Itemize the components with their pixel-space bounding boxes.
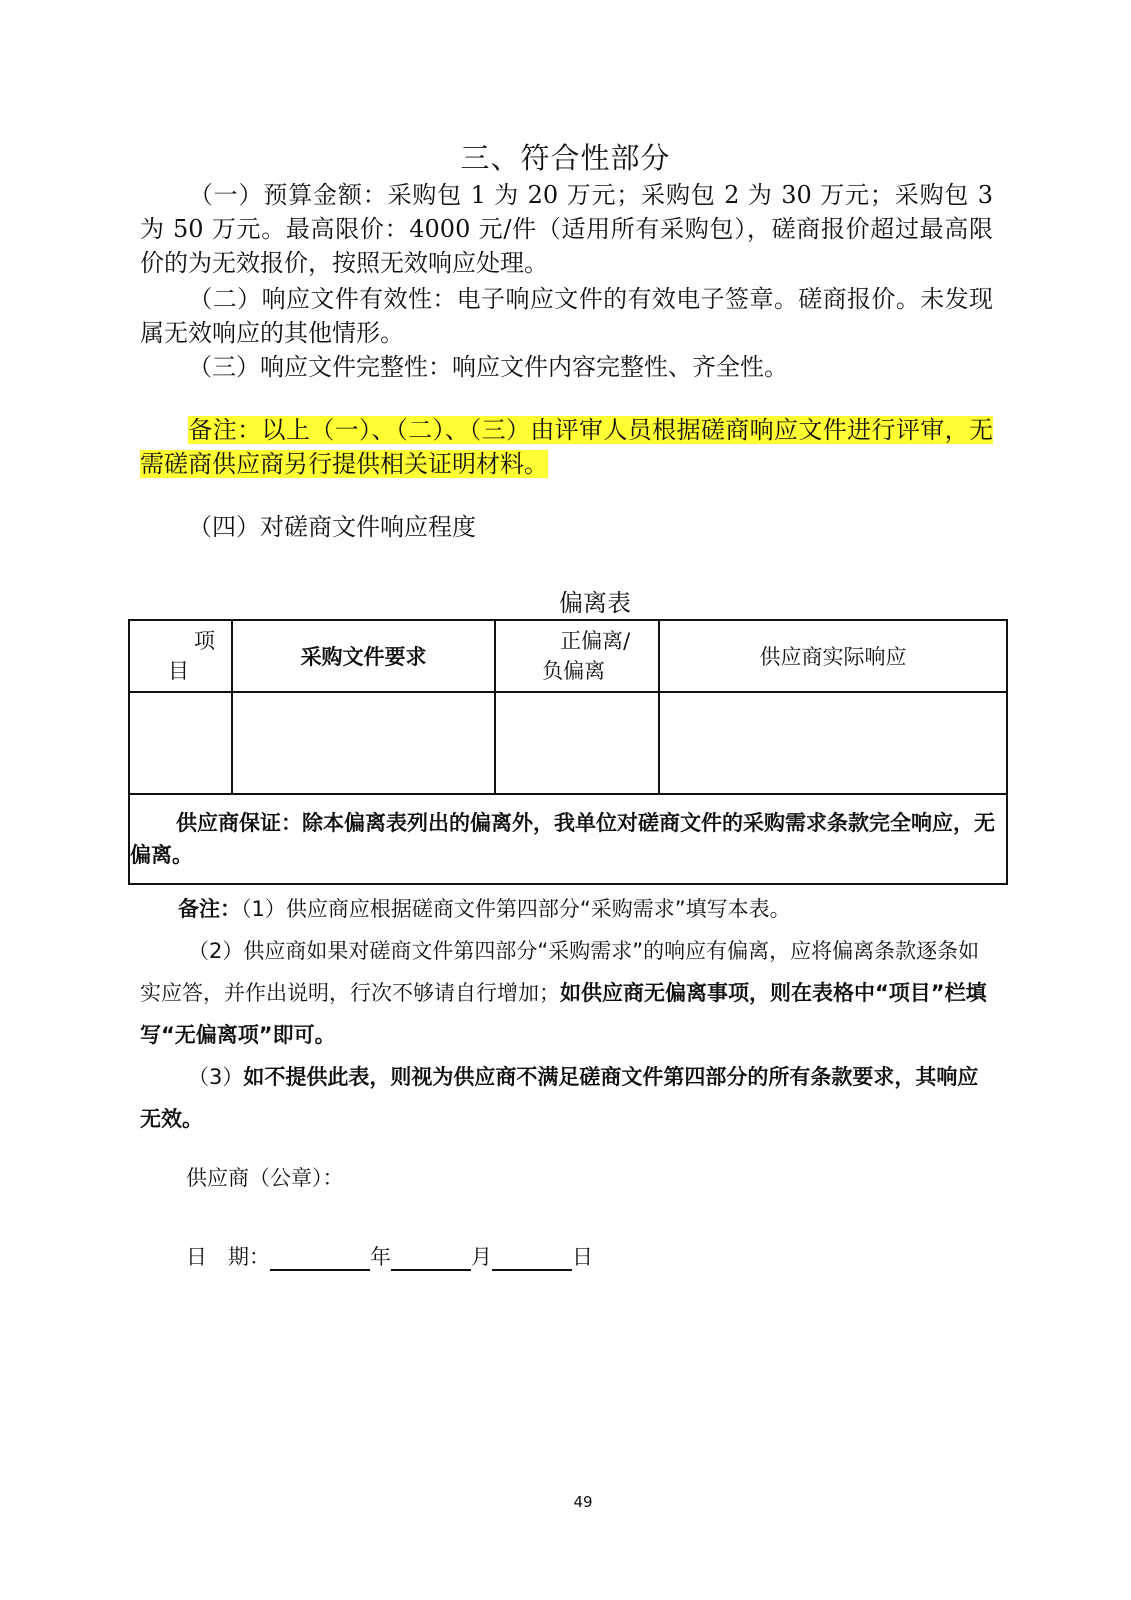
table-row: [129, 692, 1007, 794]
header-item-line1: 项: [194, 629, 215, 653]
completeness-paragraph: [140, 350, 993, 384]
year-blank[interactable]: [270, 1247, 370, 1271]
highlighted-note: 备注：以上（一）、（二）、（三）由评审人员根据磋商响应文件进行评审，无需磋商供应商另行提供相关证明材料。: [140, 416, 993, 478]
cell-item[interactable]: [129, 692, 232, 794]
seal-line: [186, 1162, 344, 1192]
validity-text: （二）响应文件有效性：电子响应文件的有效电子签章。磋商报价。未发现属无效响应的其他情形。: [140, 285, 993, 347]
cell-response[interactable]: [659, 692, 1007, 794]
note-1-text: （1）供应商应根据磋商文件第四部分“采购需求”填写本表。: [241, 897, 791, 921]
highlighted-note-paragraph: [140, 413, 993, 481]
note-3-prefix: （3）: [188, 1065, 244, 1089]
guarantee-text: 供应商保证：除本偏离表列出的偏离外，我单位对磋商文件的采购需求条款完全响应，无偏离。: [130, 811, 995, 867]
table-header-row: [129, 620, 1007, 692]
page-number: 49: [573, 1493, 593, 1511]
header-item-line2: 目: [168, 659, 189, 683]
table-caption: 偏离表: [559, 589, 631, 617]
note-2-text: （2）供应商如果对磋商文件第四部分“采购需求”的响应有偏离，应将偏离条款逐条如实应答，并作出说明，行次不够请自行增加；: [140, 939, 980, 1005]
note-3-bold: 如不提供此表，则视为供应商不满足磋商文件第四部分的所有条款要求，其响应无效。: [140, 1065, 979, 1131]
header-deviation: [495, 620, 659, 692]
note-1: [140, 888, 993, 930]
header-deviation-line2: 负偏离: [542, 659, 606, 683]
day-blank[interactable]: [492, 1247, 572, 1271]
header-response-text: 供应商实际响应: [759, 645, 907, 669]
note-label: 备注：: [178, 897, 241, 921]
note-2-bold: 如供应商无偏离事项，则在表格中“项目”栏填写“无偏离项”即可。: [140, 981, 987, 1047]
date-line: [186, 1241, 593, 1271]
header-requirement: [232, 620, 495, 692]
completeness-text: （三）响应文件完整性：响应文件内容完整性、齐全性。: [188, 353, 788, 381]
note-3: [140, 1056, 993, 1140]
note-2: [140, 930, 993, 1056]
section-title: 三、符合性部分: [460, 141, 671, 175]
header-item: [129, 620, 232, 692]
cell-deviation[interactable]: [495, 692, 659, 794]
guarantee-cell: [129, 794, 1007, 884]
validity-paragraph: [140, 282, 993, 350]
day-label: 日: [572, 1245, 593, 1269]
response-degree-text: （四）对磋商文件响应程度: [188, 513, 476, 541]
header-response: [659, 620, 1007, 692]
budget-text: （一）预算金额：采购包 1 为 20 万元；采购包 2 为 30 万元；采购包 3 为 50 万元。最高限价：4000 元/件（适用所有采购包），磋商报价超过最高限价的为无效报价，按照无效响应处理。: [140, 181, 993, 277]
date-label: 日 期：: [186, 1245, 270, 1269]
month-label: 月: [471, 1245, 492, 1269]
seal-label: 供应商（公章）：: [186, 1166, 344, 1190]
cell-requirement[interactable]: [232, 692, 495, 794]
guarantee-row: [129, 794, 1007, 884]
header-deviation-line1: 正偏离/: [560, 629, 631, 653]
header-requirement-text: 采购文件要求: [300, 645, 427, 669]
response-degree-paragraph: [140, 510, 993, 544]
budget-paragraph: [140, 178, 993, 280]
deviation-table: [128, 619, 1008, 885]
year-label: 年: [370, 1245, 391, 1269]
month-blank[interactable]: [391, 1247, 471, 1271]
